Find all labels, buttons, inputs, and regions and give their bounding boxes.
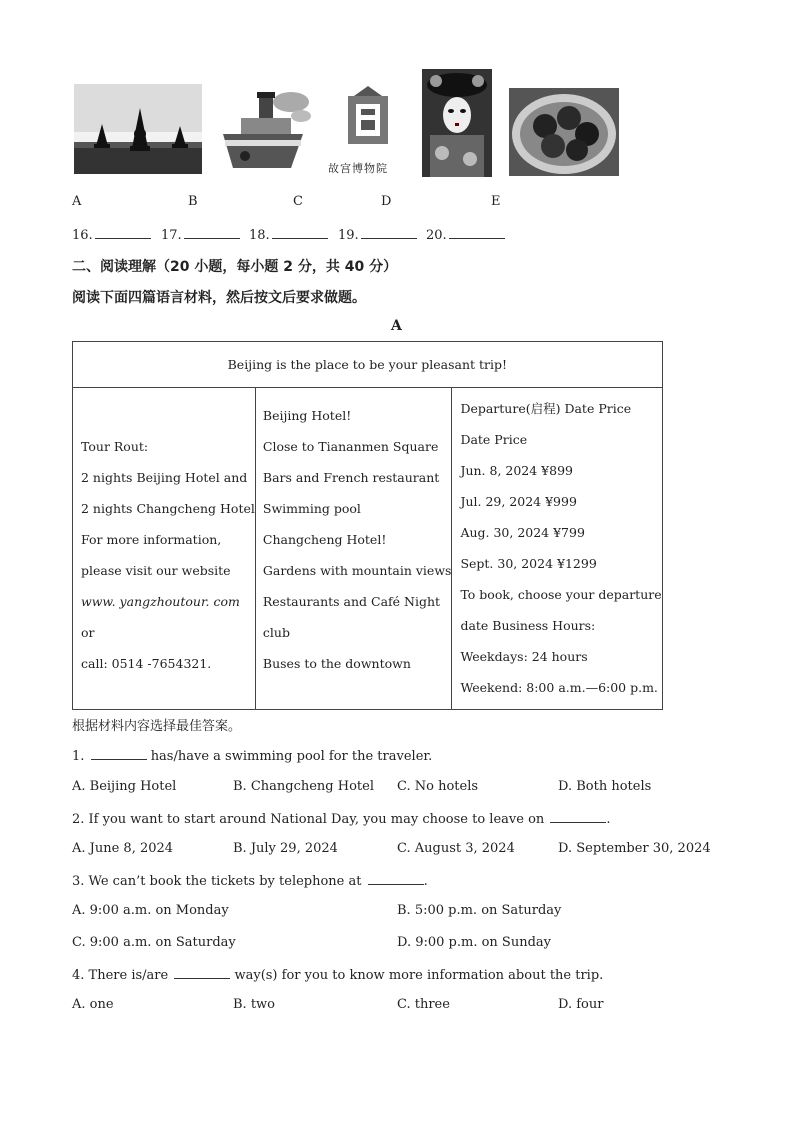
col3-line: Sept. 30, 2024 ¥1299: [460, 556, 597, 571]
col2-line: Gardens with mountain views: [262, 563, 452, 578]
palace-museum-caption: 故宫博物院: [328, 162, 388, 175]
col2-line: Restaurants and Café Night: [262, 594, 441, 609]
option-1b[interactable]: B. Changcheng Hotel: [233, 779, 374, 794]
question-text: 4. There is/are: [72, 968, 169, 983]
table-header: Beijing is the place to be your pleasant trip!: [73, 342, 663, 388]
blank-number: 16.: [72, 228, 93, 243]
answer-directive: 根据材料内容选择最佳答案。: [72, 719, 242, 734]
question-text: way(s) for you to know more information about the trip.: [234, 968, 604, 983]
tour-route-column: [73, 388, 256, 710]
col3-line: date Business Hours:: [460, 618, 596, 633]
col3-line: Jul. 29, 2024 ¥999: [460, 494, 577, 509]
option-3c[interactable]: C. 9:00 a.m. on Saturday: [72, 935, 236, 950]
image-letter-c: C: [293, 194, 303, 209]
question-text: .: [606, 812, 611, 827]
col3-line: To book, choose your departure: [460, 587, 662, 602]
col1-line: please visit our website: [81, 563, 231, 578]
image-letter-d: D: [381, 194, 392, 209]
option-2a[interactable]: A. June 8, 2024: [72, 841, 174, 856]
col2-line: Close to Tiananmen Square: [262, 439, 439, 454]
option-1d[interactable]: D. Both hotels: [558, 779, 652, 794]
col2-line: Bars and French restaurant: [262, 470, 440, 485]
image-letter-a: A: [72, 194, 82, 209]
option-1a[interactable]: A. Beijing Hotel: [72, 779, 177, 794]
steamship-image: [219, 82, 315, 178]
blank-number: 19.: [338, 228, 359, 243]
peking-opera-mask-image: [422, 69, 492, 177]
image-letter-b: B: [188, 194, 198, 209]
col1-line: Tour Rout:: [81, 439, 149, 454]
col3-line: Jun. 8, 2024 ¥899: [460, 463, 573, 478]
col1-line: 2 nights Beijing Hotel and: [81, 470, 248, 485]
option-4d[interactable]: D. four: [558, 997, 604, 1012]
option-1c[interactable]: C. No hotels: [397, 779, 479, 794]
answer-blank-20[interactable]: [426, 226, 507, 243]
lion-head-meatballs-image: [509, 88, 619, 176]
col3-line: Weekdays: 24 hours: [460, 649, 588, 664]
option-2c[interactable]: C. August 3, 2024: [397, 841, 515, 856]
col3-line: Departure(启程) Date Price: [460, 401, 632, 416]
answer-blank[interactable]: [91, 747, 147, 760]
tour-info-table: [72, 341, 663, 710]
col3-line: Aug. 30, 2024 ¥799: [460, 525, 585, 540]
col3-line: Weekend: 8:00 a.m.—6:00 p.m.: [460, 680, 658, 695]
image-letter-e: E: [491, 194, 501, 209]
blank-number: 17.: [161, 228, 182, 243]
answer-blank-18[interactable]: [249, 226, 330, 243]
hotels-column: [255, 388, 452, 710]
answer-blank-17[interactable]: [161, 226, 242, 243]
answer-blank[interactable]: [368, 872, 424, 885]
col1-line: or: [81, 625, 95, 640]
section-title: 二、阅读理解（20 小题，每小题 2 分，共 40 分）: [72, 259, 398, 275]
answer-blank-16[interactable]: [72, 226, 153, 243]
departure-column: [452, 388, 662, 710]
option-4b[interactable]: B. two: [233, 997, 275, 1012]
option-3a[interactable]: A. 9:00 a.m. on Monday: [72, 903, 229, 918]
answer-blank[interactable]: [174, 966, 230, 979]
option-3d[interactable]: D. 9:00 p.m. on Sunday: [397, 935, 551, 950]
blank-number: 20.: [426, 228, 447, 243]
answer-blank-19[interactable]: [338, 226, 419, 243]
col2-line: Swimming pool: [262, 501, 361, 516]
col2-line: club: [262, 625, 290, 640]
question-text: 3. We can’t book the tickets by telephone at: [72, 874, 362, 889]
option-4c[interactable]: C. three: [397, 997, 450, 1012]
col3-line: Date Price: [460, 432, 528, 447]
passage-label: A: [391, 318, 402, 334]
question-text: 1.: [72, 749, 85, 764]
question-text: .: [423, 874, 428, 889]
option-2d[interactable]: D. September 30, 2024: [558, 841, 711, 856]
question-text: has/have a swimming pool for the traveler.: [150, 749, 433, 764]
section-instruction: 阅读下面四篇语言材料，然后按文后要求做题。: [72, 290, 366, 306]
col1-line: For more information,: [81, 532, 222, 547]
option-3b[interactable]: B. 5:00 p.m. on Saturday: [397, 903, 562, 918]
option-2b[interactable]: B. July 29, 2024: [233, 841, 338, 856]
phone-number: call: 0514 -7654321.: [81, 656, 212, 671]
question-3: [72, 872, 428, 889]
col1-line: 2 nights Changcheng Hotel: [81, 501, 255, 516]
col2-line: Beijing Hotel!: [262, 408, 352, 423]
col2-line: Changcheng Hotel!: [262, 532, 387, 547]
answer-blank[interactable]: [550, 810, 606, 823]
west-lake-pagodas-image: [74, 84, 202, 174]
option-4a[interactable]: A. one: [72, 997, 114, 1012]
col1-line: [81, 400, 255, 431]
question-1: [72, 747, 432, 764]
question-2: [72, 810, 611, 827]
question-text: 2. If you want to start around National Day, you may choose to leave on: [72, 812, 545, 827]
website-link[interactable]: www. yangzhoutour. com: [81, 594, 240, 609]
question-4: [72, 966, 603, 983]
col2-line: Buses to the downtown: [262, 656, 411, 671]
blank-number: 18.: [249, 228, 270, 243]
